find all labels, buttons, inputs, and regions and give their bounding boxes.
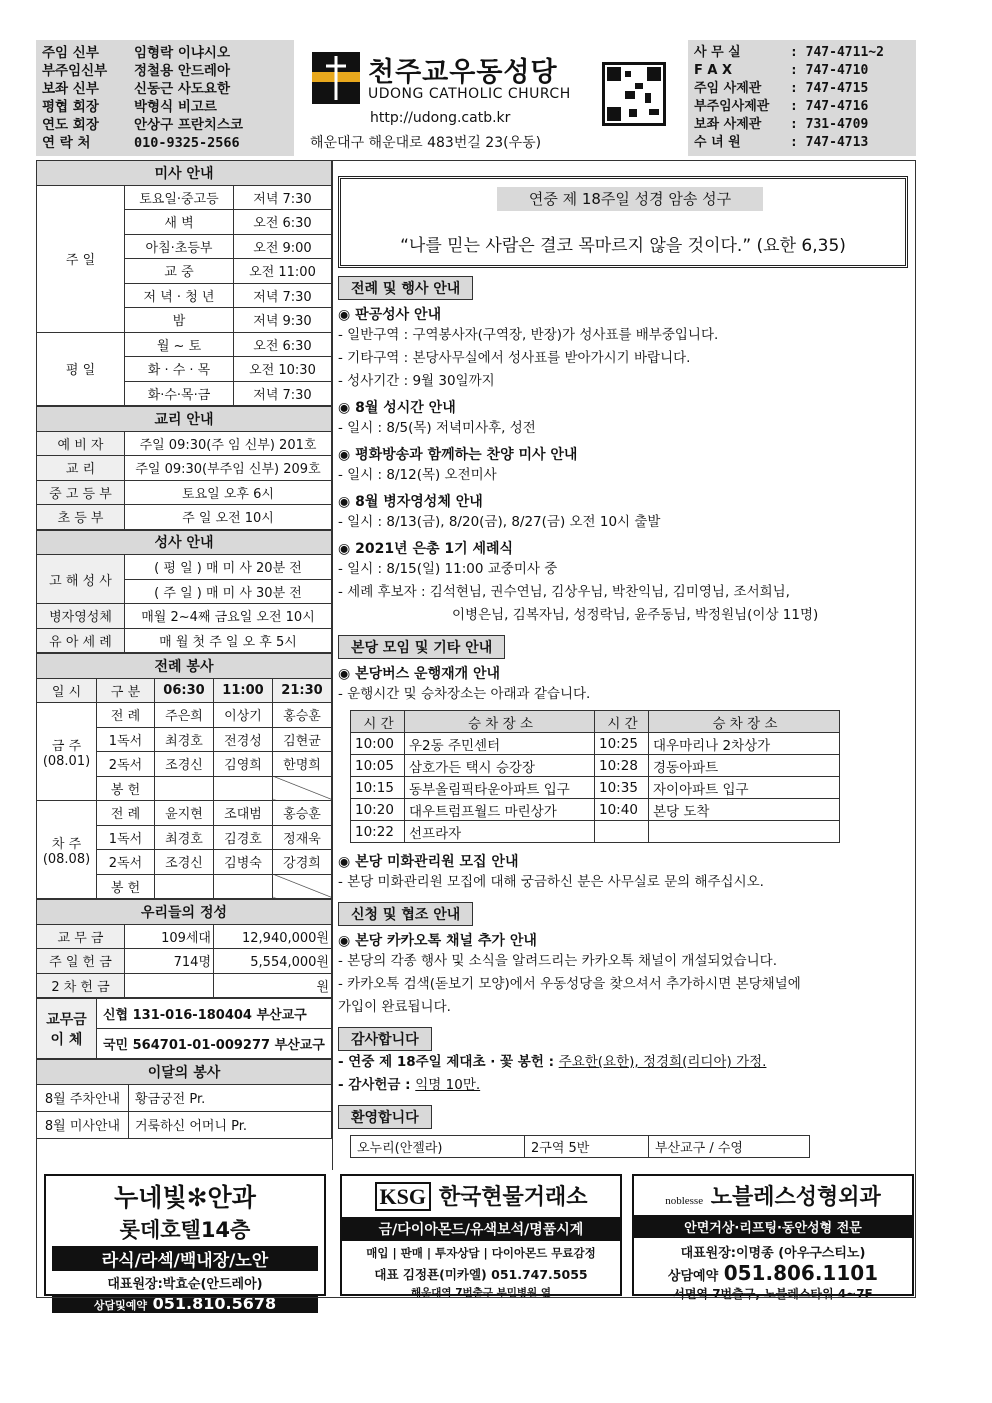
catechism-label: 중 고 등 부 bbox=[37, 480, 125, 505]
mass-time: 저녁 7:30 bbox=[234, 381, 332, 406]
ad1-services: 라식/라섹/백내장/노안 bbox=[52, 1246, 318, 1271]
ad1-phone-label: 상담및예약 bbox=[93, 1299, 148, 1312]
table-row bbox=[351, 755, 840, 777]
notice-line: - 일시 : 8/5(목) 저녁미사후, 성전 bbox=[338, 420, 536, 436]
bus-stop: 선프라자 bbox=[405, 821, 595, 843]
bus-stop: 자이아파트 입구 bbox=[649, 777, 840, 799]
offering-label: 교 무 금 bbox=[37, 924, 125, 949]
thanks-line bbox=[338, 1074, 908, 1097]
diagonal-cell bbox=[273, 874, 332, 899]
contact-row: 수 녀 원 : 747-4713 bbox=[694, 135, 869, 150]
role-label: 봉 헌 bbox=[97, 776, 155, 801]
notice-line: - 성사기간 : 9월 30일까지 bbox=[338, 373, 495, 389]
church-title-block bbox=[306, 40, 606, 156]
mass-name: 화 · 수 · 목 bbox=[125, 357, 234, 382]
mass-name: 교 중 bbox=[125, 259, 234, 284]
sacrament-label: 병자영성체 bbox=[37, 604, 125, 629]
bank-account: 국민 564701-01-009277 부산교구 bbox=[97, 1029, 332, 1059]
server-name: 김경호 bbox=[214, 825, 273, 850]
notice-title: ◉ 본당 카카오톡 채널 추가 안내 bbox=[338, 933, 537, 949]
notice-line: - 본당 미화관리원 모집에 대해 궁금하신 분은 사무실로 문의 해주십시오. bbox=[338, 874, 764, 890]
role-label: 전 례 bbox=[97, 801, 155, 826]
bus-time: 10:15 bbox=[351, 777, 405, 799]
notice-line: - 운행시간 및 승차장소는 아래과 같습니다. bbox=[338, 686, 591, 702]
account-table bbox=[36, 998, 332, 1059]
bus-stop: 대우트럼프월드 마린상가 bbox=[405, 799, 595, 821]
ad3-location: 서면역 7번출구, 노블레스타워 4~7F bbox=[673, 1287, 873, 1301]
table-row bbox=[351, 821, 840, 843]
ad1-phone-row bbox=[52, 1294, 318, 1313]
contact-row: 보좌 사제관 : 731-4709 bbox=[694, 117, 869, 132]
catechism-label: 예 비 자 bbox=[37, 431, 125, 456]
service-label: 8월 주차안내 bbox=[37, 1084, 129, 1111]
mass-name: 밤 bbox=[125, 308, 234, 333]
bus-time: 10:00 bbox=[351, 733, 405, 755]
notice-line: - 본당의 각종 행사 및 소식을 알려드리는 카카오톡 채널이 개설되었습니다. bbox=[338, 953, 778, 969]
liturgy-head: 일 시 bbox=[37, 678, 97, 703]
bus-head: 승 차 장 소 bbox=[405, 711, 595, 733]
offering-table bbox=[36, 899, 332, 998]
notice-title: ◉ 본당버스 운행재개 안내 bbox=[338, 666, 501, 682]
server-name: 조대범 bbox=[214, 801, 273, 826]
mass-table bbox=[36, 160, 332, 406]
staff-row: 연도 회장 안상구 프란치스코 bbox=[42, 117, 244, 133]
mass-time: 오전 11:00 bbox=[234, 259, 332, 284]
mass-name: 저 녁 · 청 년 bbox=[125, 283, 234, 308]
server-name: 전경성 bbox=[214, 727, 273, 752]
weekday-label: 평 일 bbox=[37, 332, 125, 406]
bus-head: 승 차 장 소 bbox=[649, 711, 840, 733]
bus-stop: 동부올림픽타운아파트 입구 bbox=[405, 777, 595, 799]
catechism-value: 주일 09:30(부주임 신부) 209호 bbox=[125, 456, 332, 481]
staff-row: 주임 신부 임형락 이냐시오 bbox=[42, 45, 230, 61]
diagonal-cell bbox=[273, 776, 332, 801]
notice-title: ◉ 2021년 은총 1기 세례식 bbox=[338, 541, 514, 557]
offering-count bbox=[125, 973, 214, 998]
role-label: 봉 헌 bbox=[97, 874, 155, 899]
role-label: 2독서 bbox=[97, 850, 155, 875]
bus-time: 10:28 bbox=[595, 755, 649, 777]
ksg-logo-icon: KSG bbox=[375, 1182, 431, 1211]
liturgy-table bbox=[36, 653, 332, 899]
mass-name: 화·수·목·금 bbox=[125, 381, 234, 406]
ad3-services: 안면거상·리프팅·동안성형 전문 bbox=[634, 1215, 912, 1238]
table-row bbox=[351, 777, 840, 799]
server-name: 김병숙 bbox=[214, 850, 273, 875]
contact-panel bbox=[688, 40, 916, 156]
mass-time: 저녁 9:30 bbox=[234, 308, 332, 333]
server-name bbox=[214, 874, 273, 899]
mass-time: 저녁 7:30 bbox=[234, 185, 332, 210]
ad2-title-row bbox=[342, 1180, 620, 1211]
thanks-label: - 감사헌금 : bbox=[338, 1077, 416, 1093]
liturgy-title: 전례 봉사 bbox=[37, 654, 332, 679]
church-address: 해운대구 해운대로 483번길 23(우동) bbox=[310, 135, 542, 151]
offering-title: 우리들의 정성 bbox=[37, 900, 332, 925]
section-heading: 환영합니다 bbox=[338, 1105, 432, 1129]
section-heading: 전례 및 행사 안내 bbox=[338, 276, 473, 300]
bus-stop: 삼호가든 택시 승강장 bbox=[405, 755, 595, 777]
ad-plastic-surgery[interactable] bbox=[632, 1174, 914, 1301]
confession-time: ( 평 일 ) 매 미 사 20분 전 bbox=[125, 555, 332, 580]
notice-title: ◉ 8월 성시간 안내 bbox=[338, 400, 456, 416]
server-name: 이상기 bbox=[214, 703, 273, 728]
table-row bbox=[351, 733, 840, 755]
bus-time bbox=[595, 821, 649, 843]
confession-label: 고 해 성 사 bbox=[37, 555, 125, 604]
left-column bbox=[36, 160, 332, 1139]
month-service-table bbox=[36, 1059, 332, 1139]
ads-row bbox=[36, 1174, 916, 1313]
mass-name: 새 벽 bbox=[125, 210, 234, 235]
contact-row: 부주임사제관 : 747-4716 bbox=[694, 99, 869, 114]
ad3-phone-row bbox=[634, 1261, 912, 1285]
server-name: 최경호 bbox=[155, 727, 214, 752]
role-label: 전 례 bbox=[97, 703, 155, 728]
next-week-label: 차 주 (08.08) bbox=[37, 801, 97, 899]
ad2-location: 해운대역 7번출구 부민병원 옆 bbox=[411, 1287, 551, 1299]
table-row bbox=[351, 799, 840, 821]
section-heading: 감사합니다 bbox=[338, 1027, 432, 1051]
section-heading: 본당 모임 및 기타 안내 bbox=[338, 635, 505, 659]
server-name: 김현균 bbox=[273, 727, 332, 752]
sunday-label: 주 일 bbox=[37, 185, 125, 332]
catechism-value: 주일 09:30(주 임 신부) 201호 bbox=[125, 431, 332, 456]
staff-panel bbox=[36, 40, 294, 156]
welcome-name: 오누리(안젤라) bbox=[351, 1136, 525, 1158]
notice-line: - 카카오톡 검색(돋보기 모양)에서 우동성당을 찾으셔서 추가하시면 본당채널에 bbox=[338, 976, 801, 992]
offering-amount: 12,940,000원 bbox=[214, 924, 332, 949]
church-name-english: UDONG CATHOLIC CHURCH bbox=[368, 86, 571, 102]
mass-time: 오전 6:30 bbox=[234, 332, 332, 357]
server-name: 홍승훈 bbox=[273, 703, 332, 728]
thanks-line bbox=[338, 1051, 908, 1074]
mass-name: 토요일·중고등 bbox=[125, 185, 234, 210]
welcome-district: 2구역 5반 bbox=[525, 1136, 649, 1158]
liturgy-head: 21:30 bbox=[273, 678, 332, 703]
notice-line: - 일시 : 8/15(일) 11:00 교중미사 중 bbox=[338, 561, 558, 577]
ad-eye-clinic[interactable] bbox=[44, 1174, 326, 1313]
ad1-location: 롯데호텔14층 bbox=[119, 1218, 251, 1242]
role-label: 1독서 bbox=[97, 727, 155, 752]
verse-title: 연중 제 18주일 성경 암송 성구 bbox=[497, 187, 763, 211]
welcome-table bbox=[350, 1135, 810, 1158]
offering-label: 2 차 헌 금 bbox=[37, 973, 125, 998]
service-value: 거룩하신 어머니 Pr. bbox=[129, 1111, 332, 1138]
server-name bbox=[214, 776, 273, 801]
contact-row: F A X : 747-4710 bbox=[694, 63, 869, 78]
staff-row: 보좌 신부 신동근 사도요한 bbox=[42, 81, 230, 97]
church-name: 천주교우동성당 bbox=[368, 57, 558, 88]
catechism-title: 교리 안내 bbox=[37, 407, 332, 432]
notice-line: 가입이 완료됩니다. bbox=[338, 999, 451, 1015]
notice-line: 이병은님, 김복자님, 성정락님, 윤주동님, 박정원님(이상 11명) bbox=[452, 607, 819, 623]
notice-line: - 일시 : 8/13(금), 8/20(금), 8/27(금) 오전 10시 출발 bbox=[338, 514, 661, 530]
right-column bbox=[338, 176, 908, 1158]
mass-time: 오전 6:30 bbox=[234, 210, 332, 235]
ad3-phone: 051.806.1101 bbox=[723, 1261, 879, 1285]
server-name: 조경신 bbox=[155, 850, 214, 875]
notice-line: - 일반구역 : 구역봉사자(구역장, 반장)가 성사표를 배부중입니다. bbox=[338, 327, 719, 343]
liturgy-head: 11:00 bbox=[214, 678, 273, 703]
server-name: 윤지현 bbox=[155, 801, 214, 826]
ad1-phone: 051.810.5678 bbox=[152, 1294, 277, 1313]
server-name: 정재욱 bbox=[273, 825, 332, 850]
mass-name: 월 ~ 토 bbox=[125, 332, 234, 357]
sacrament-value: 매 월 첫 주 일 오 후 5시 bbox=[125, 628, 332, 653]
liturgy-head: 06:30 bbox=[155, 678, 214, 703]
ad2-name: 한국현물거래소 bbox=[438, 1185, 588, 1210]
ad2-items: 금/다이아몬드/유색보석/명품시계 bbox=[342, 1217, 620, 1241]
bus-head: 시 간 bbox=[351, 711, 405, 733]
ad3-phone-label: 상담예약 bbox=[667, 1269, 719, 1284]
service-value: 황금궁전 Pr. bbox=[129, 1084, 332, 1111]
notice-title: ◉ 판공성사 안내 bbox=[338, 307, 442, 323]
qr-code-icon bbox=[602, 62, 666, 126]
notice-title: ◉ 본당 미화관리원 모집 안내 bbox=[338, 854, 519, 870]
offering-amount: 원 bbox=[214, 973, 332, 998]
column-divider bbox=[332, 160, 333, 1170]
bus-schedule-table bbox=[350, 710, 840, 843]
sacrament-title: 성사 안내 bbox=[37, 530, 332, 555]
sacrament-table bbox=[36, 530, 332, 654]
role-label: 2독서 bbox=[97, 752, 155, 777]
bus-time: 10:25 bbox=[595, 733, 649, 755]
server-name: 강경희 bbox=[273, 850, 332, 875]
server-name: 김영희 bbox=[214, 752, 273, 777]
bus-time: 10:05 bbox=[351, 755, 405, 777]
ad3-director: 대표원장:이명종 (아우구스티노) bbox=[680, 1246, 866, 1261]
section-heading: 신청 및 협조 안내 bbox=[338, 902, 473, 926]
catechism-table bbox=[36, 406, 332, 530]
ad2-rep: 대표 김정푠(미카엘) 051.747.5055 bbox=[374, 1267, 588, 1282]
bus-time: 10:40 bbox=[595, 799, 649, 821]
mass-time: 오전 10:30 bbox=[234, 357, 332, 382]
verse-text: “나를 믿는 사람은 결코 목마르지 않을 것이다.” (요한 6,35) bbox=[400, 236, 846, 256]
memory-verse-box bbox=[338, 176, 908, 268]
staff-row: 부주임신부 정철용 안드레아 bbox=[42, 63, 230, 79]
catechism-label: 초 등 부 bbox=[37, 505, 125, 530]
bus-stop: 본당 도착 bbox=[649, 799, 840, 821]
sacrament-value: 매월 2~4째 금요일 오전 10시 bbox=[125, 604, 332, 629]
mass-name: 아침·초등부 bbox=[125, 234, 234, 259]
server-name bbox=[155, 874, 214, 899]
catechism-value: 주 일 오전 10시 bbox=[125, 505, 332, 530]
thanks-value: 주요한(요한), 정경희(리디아) 가정. bbox=[558, 1054, 767, 1070]
staff-row: 연 락 처 010-9325-2566 bbox=[42, 135, 240, 151]
notice-line: - 기타구역 : 본당사무실에서 성사표를 받아가시기 바랍니다. bbox=[338, 350, 691, 366]
bus-stop: 대우마리나 2차상가 bbox=[649, 733, 840, 755]
offering-count: 714명 bbox=[125, 949, 214, 974]
ad-exchange[interactable] bbox=[340, 1174, 622, 1299]
bus-stop: 우2동 주민센터 bbox=[405, 733, 595, 755]
server-name: 최경호 bbox=[155, 825, 214, 850]
offering-amount: 5,554,000원 bbox=[214, 949, 332, 974]
server-name bbox=[155, 776, 214, 801]
server-name: 한명희 bbox=[273, 752, 332, 777]
contact-row: 주임 사제관 : 747-4715 bbox=[694, 81, 869, 96]
bus-stop bbox=[649, 821, 840, 843]
this-week-label: 금 주 (08.01) bbox=[37, 703, 97, 801]
contact-row: 사 무 실 : 747-4711~2 bbox=[694, 45, 884, 60]
bank-account: 신협 131-016-180404 부산교구 bbox=[97, 999, 332, 1029]
notice-title: ◉ 평화방송과 함께하는 찬양 미사 안내 bbox=[338, 447, 578, 463]
mass-title: 미사 안내 bbox=[37, 161, 332, 186]
month-service-title: 이달의 봉사 bbox=[37, 1060, 332, 1085]
church-logo-icon bbox=[312, 52, 360, 104]
bus-head: 시 간 bbox=[595, 711, 649, 733]
account-label: 교무금 이 체 bbox=[37, 999, 97, 1059]
mass-time: 저녁 7:30 bbox=[234, 283, 332, 308]
mass-time: 오전 9:00 bbox=[234, 234, 332, 259]
ad1-director: 대표원장:박효순(안드레아) bbox=[107, 1277, 263, 1292]
offering-count: 109세대 bbox=[125, 924, 214, 949]
church-url[interactable]: http://udong.catb.kr bbox=[370, 110, 511, 126]
offering-label: 주 일 헌 금 bbox=[37, 949, 125, 974]
ad2-services: 매입 | 판매 | 투자상담 | 다이아몬드 무료감정 bbox=[366, 1246, 596, 1260]
confession-time: ( 주 일 ) 매 미 사 30분 전 bbox=[125, 579, 332, 604]
catechism-value: 토요일 오후 6시 bbox=[125, 480, 332, 505]
notice-title: ◉ 8월 병자영성체 안내 bbox=[338, 494, 483, 510]
catechism-label: 교 리 bbox=[37, 456, 125, 481]
bus-stop: 경동아파트 bbox=[649, 755, 840, 777]
ad3-name: 노블레스성형외과 bbox=[710, 1185, 881, 1210]
bus-time: 10:20 bbox=[351, 799, 405, 821]
service-label: 8월 미사안내 bbox=[37, 1111, 129, 1138]
staff-row: 평협 회장 박형식 비고르 bbox=[42, 99, 217, 115]
thanks-value: 익명 10만. bbox=[415, 1077, 481, 1093]
server-name: 조경신 bbox=[155, 752, 214, 777]
ad1-name: 누네빛✻안과 bbox=[114, 1183, 256, 1212]
role-label: 1독서 bbox=[97, 825, 155, 850]
server-name: 홍승훈 bbox=[273, 801, 332, 826]
noblesse-logo-icon: noblesse bbox=[665, 1195, 704, 1207]
notice-line: - 일시 : 8/12(목) 오전미사 bbox=[338, 467, 497, 483]
notice-line: - 세례 후보자 : 김석현님, 권수연님, 김상우님, 박찬익님, 김미영님, 조서희님, bbox=[338, 584, 790, 600]
bulletin-header bbox=[36, 40, 916, 156]
bus-time: 10:35 bbox=[595, 777, 649, 799]
thanks-label: - 연중 제 18주일 제대초 · 꽃 봉헌 : bbox=[338, 1054, 559, 1070]
ad3-title-row bbox=[634, 1180, 912, 1211]
bus-time: 10:22 bbox=[351, 821, 405, 843]
liturgy-head: 구 분 bbox=[97, 678, 155, 703]
sacrament-label: 유 아 세 례 bbox=[37, 628, 125, 653]
welcome-origin: 부산교구 / 수영 bbox=[649, 1136, 810, 1158]
server-name: 주은희 bbox=[155, 703, 214, 728]
